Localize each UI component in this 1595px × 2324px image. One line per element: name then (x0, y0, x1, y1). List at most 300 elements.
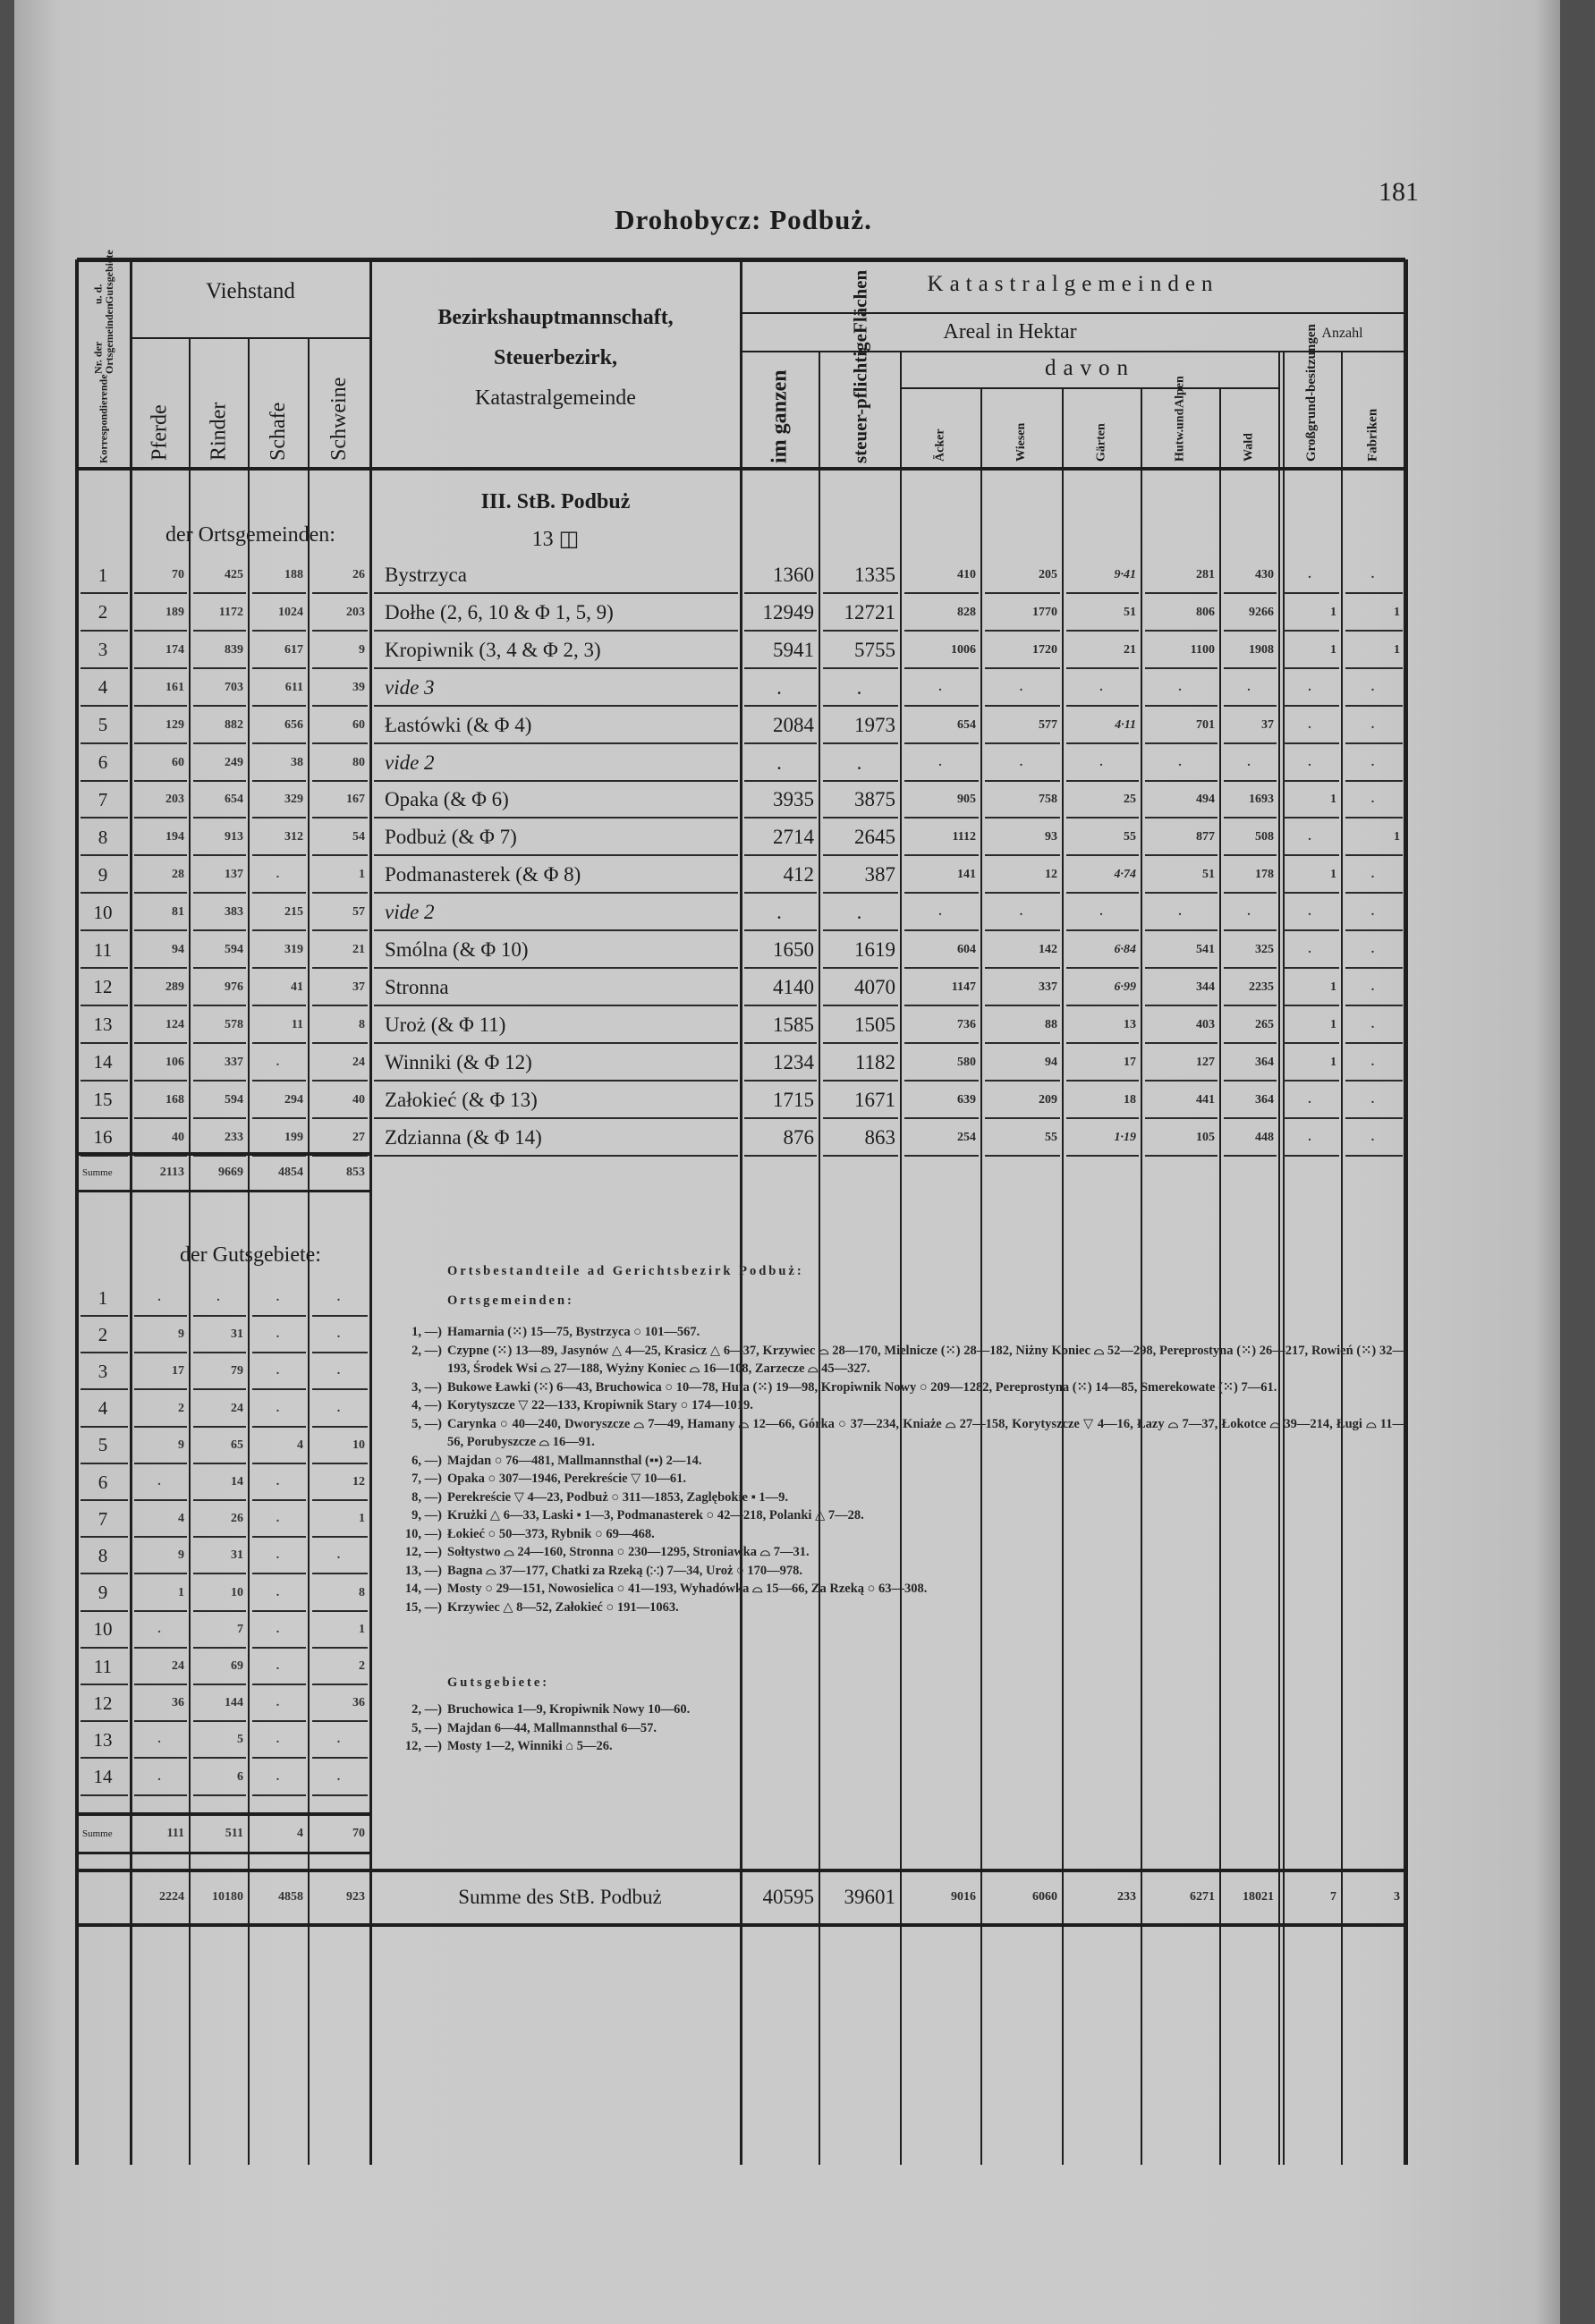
footnote-entry (390, 1323, 1405, 1342)
gutsgebiet-row-cell: 1 (312, 1502, 368, 1538)
anzahl-header: Anzahl (1321, 326, 1363, 341)
footnote-number: 2, —) (411, 1702, 442, 1717)
ortsgemeinde-row-cell: . (1283, 820, 1339, 856)
ortsgemeinde-row-cell: 448 (1224, 1121, 1277, 1157)
horizontal-rule (131, 337, 370, 339)
ortsgemeinde-row-cell: 387 (823, 858, 898, 894)
ortsgemeinde-row-cell: 9 (312, 633, 368, 669)
ortsgemeinde-row-cell: 70 (134, 558, 187, 594)
im-ganzen-header (741, 356, 819, 463)
ortsgemeinde-row-cell: . (1345, 971, 1403, 1006)
total-row-cell: 3 (1394, 1890, 1400, 1904)
ortsgemeinde-row-cell: 364 (1224, 1046, 1277, 1081)
header-davon-col (1141, 376, 1220, 462)
gutsgebiet-row-cell: . (134, 1465, 187, 1501)
header-label-line: u. d. Gutsgebiete (91, 250, 115, 304)
footnote-entry (390, 1562, 1405, 1581)
gutsgebiete-sum-cell: 511 (225, 1827, 243, 1840)
ortsgemeinde-row-cell: 2235 (1224, 971, 1277, 1006)
gutsgebiet-row-cell: 9 (81, 1576, 128, 1612)
header-label-line: Alpen (1173, 376, 1187, 409)
ortsgemeinde-row-cell: . (744, 895, 817, 931)
gutsgebiet-row-cell: 1 (312, 1613, 368, 1649)
gutsgebiet-row-cell: . (252, 1723, 306, 1759)
header-label-line: Großgrund- (1304, 391, 1319, 462)
header-davon-col (901, 394, 981, 462)
header-label-line: Hutw. (1173, 428, 1187, 462)
gutsgebiet-row-cell: 3 (81, 1354, 128, 1390)
ortsgemeinde-row-cell: . (252, 1046, 306, 1081)
ortsgemeinde-row-cell: . (1345, 1083, 1403, 1119)
gutsgebiet-row-cell: . (252, 1465, 306, 1501)
name-column-header-line: Steuerbezirk, (494, 346, 617, 369)
footnote-entry (390, 1415, 1405, 1452)
gutsgebiet-row-cell: 8 (312, 1576, 368, 1612)
gutsgebiet-row-cell: 31 (193, 1318, 246, 1353)
ortsgemeinde-row-cell: 430 (1224, 558, 1277, 594)
ortsgemeinde-row-cell: 611 (252, 671, 306, 707)
gutsgebiet-row-cell: 5 (81, 1429, 128, 1464)
footnote-entry (390, 1470, 1405, 1489)
footnote-entry (390, 1580, 1405, 1599)
ortsgemeinde-row-cell: 24 (312, 1046, 368, 1081)
footnote-number: 13, —) (404, 1563, 442, 1578)
footnote-number: 14, —) (404, 1582, 442, 1596)
ortsgemeinde-row-cell: 6·99 (1066, 971, 1139, 1006)
footnote-text: Korytyszcze ▽ 22—133, Kropiwnik Stary ○ 174—1019. (447, 1398, 753, 1412)
ortsgemeinde-row-cell: 9266 (1224, 596, 1277, 632)
ortsgemeinde-row-cell: 93 (985, 820, 1060, 856)
ortsgemeinde-row-cell: 577 (985, 708, 1060, 744)
header-label-line: Schweine (327, 377, 351, 461)
ortsgemeinden-sum-cell: 2113 (159, 1166, 184, 1179)
horizontal-rule (741, 312, 1405, 314)
ortsgemeinde-row-cell: Dołhe (2, 6, 10 & Φ 1, 5, 9) (374, 596, 738, 632)
header-label-line: Rinder (207, 402, 231, 461)
gutsgebiet-row-cell: 14 (193, 1465, 246, 1501)
gutsgebiet-row-cell: 24 (134, 1650, 187, 1685)
ortsgemeinde-row-cell: . (904, 671, 979, 707)
ortsgemeinde-row-cell: 12721 (823, 596, 898, 632)
ortsgemeinde-row-cell: 1·19 (1066, 1121, 1139, 1157)
ortsgemeinde-row-cell: Stronna (374, 971, 738, 1006)
ortsgemeinde-row-cell: . (1345, 671, 1403, 707)
ortsgemeinde-row-cell: . (744, 671, 817, 707)
gutsgebiet-row-cell: . (252, 1650, 306, 1685)
ortsgemeinde-row-cell: 5 (81, 708, 128, 744)
ortsgemeinde-row-cell: 578 (193, 1008, 246, 1044)
column-divider (75, 259, 79, 2165)
ortsgemeinde-row-cell: . (985, 746, 1060, 782)
stb-title: III. StB. Podbuż (480, 490, 631, 513)
footnote-text: Perekreście ▽ 4—23, Podbuż ○ 311—1853, Zaglębokie ▪ 1—9. (447, 1489, 788, 1505)
name-column-header-line: Bezirkshauptmannschaft, (437, 306, 674, 329)
ortsgemeinde-row-cell: 27 (312, 1121, 368, 1157)
ortsgemeinde-row-cell: 215 (252, 895, 306, 931)
ortsgemeinde-row-cell: 2645 (823, 820, 898, 856)
ortsgemeinde-row-cell: 1182 (823, 1046, 898, 1081)
ortsgemeinde-row-cell: 6·84 (1066, 933, 1139, 969)
footnote-entry (390, 1506, 1405, 1525)
ortsgemeinde-row-cell: 81 (134, 895, 187, 931)
ortsgemeinde-row-cell: 88 (985, 1008, 1060, 1044)
ortsgemeinde-row-cell: 364 (1224, 1083, 1277, 1119)
ortsgemeinde-row-cell: . (1345, 708, 1403, 744)
gutsgebiet-row-cell: 7 (81, 1502, 128, 1538)
ortsgemeinde-row-cell: 8 (312, 1008, 368, 1044)
gutsgebiete-sum-cell: 4 (297, 1827, 303, 1840)
ortsgemeinde-row-cell: 4 (81, 671, 128, 707)
ortsgemeinde-row-cell: 2714 (744, 820, 817, 856)
ortsgemeinde-row-cell: 1720 (985, 633, 1060, 669)
footnote-text: Hamarnia (⁙) 15—75, Bystrzyca ○ 101—567. (447, 1325, 700, 1339)
ortsgemeinde-row-cell: 425 (193, 558, 246, 594)
gutsgebiet-row-cell: 26 (193, 1502, 246, 1538)
footnote-number: 4, —) (411, 1398, 442, 1412)
ortsgemeinde-row-cell: 254 (904, 1121, 979, 1157)
footnote-gutsgebiete-heading: Gutsgebiete: (447, 1675, 550, 1690)
ortsgemeinde-row-cell: 329 (252, 783, 306, 818)
gutsgebiet-row-cell: . (252, 1392, 306, 1428)
column-divider (1341, 352, 1343, 2165)
gutsgebiet-row-cell: 24 (193, 1392, 246, 1428)
gutsgebiete-sum-cell: 111 (166, 1827, 184, 1840)
ortsgemeinde-row-cell: 617 (252, 633, 306, 669)
gutsgebiet-row-cell: 79 (193, 1354, 246, 1390)
footnote-text: Carynka ○ 40—240, Dworyszcze ⌓ 7—49, Hamany ⌓ 12—66, Górka ○ 37—234, Kniaże ⌓ 27—158, Korytyszcze ▽ 4—16, Łazy ⌓ 7—37, Łokotce ⌓ 39—214, Ługi ⌓ 11—56, Porubyszcze ⌓ 16—91. (447, 1416, 1405, 1449)
ortsgemeinde-row-cell: 8 (81, 820, 128, 856)
ortsgemeinde-row-cell: 142 (985, 933, 1060, 969)
ortsgemeinde-row-cell: 41 (252, 971, 306, 1006)
total-row-cell: 4858 (278, 1890, 303, 1904)
gutsgebiet-row-cell: 7 (193, 1613, 246, 1649)
ortsgemeinde-row-cell: 9 (81, 858, 128, 894)
footnote-text: Mosty ○ 29—151, Nowosielica ○ 41—193, Wyhadówka ⌓ 15—66, Za Rzeką ○ 63—308. (447, 1582, 928, 1596)
horizontal-rule (77, 1190, 370, 1192)
ortsgemeinde-row-cell: 15 (81, 1083, 128, 1119)
total-row-cell: 9016 (951, 1890, 976, 1904)
gutsgebiet-row-cell: . (252, 1354, 306, 1390)
ortsgemeinde-row-cell: 410 (904, 558, 979, 594)
ortsgemeinde-row-cell: 541 (1145, 933, 1217, 969)
footnote-number: 5, —) (411, 1720, 442, 1735)
ortsgemeinde-row-cell: 976 (193, 971, 246, 1006)
ortsgemeinde-row-cell: 1234 (744, 1046, 817, 1081)
page-title: Drohobycz: Podbuż. (615, 204, 872, 235)
gutsgebiet-row-cell: . (252, 1613, 306, 1649)
header-label-line: steuer- (849, 408, 871, 463)
footnote-entry (390, 1452, 1405, 1471)
ortsgemeinde-row-cell: 412 (744, 858, 817, 894)
ortsgemeinde-row-cell: 189 (134, 596, 187, 632)
ortsgemeinde-row-cell: 594 (193, 933, 246, 969)
ortsgemeinde-row-cell: 319 (252, 933, 306, 969)
gutsgebiet-row-cell: 8 (81, 1539, 128, 1574)
ortsgemeinde-row-cell: 403 (1145, 1008, 1217, 1044)
gutsgebiet-row-cell: . (252, 1502, 306, 1538)
footnote-number: 1, —) (411, 1325, 442, 1339)
gutsgebiet-row-cell: 69 (193, 1650, 246, 1685)
ortsgemeinde-row-cell: 736 (904, 1008, 979, 1044)
ortsgemeinde-row-cell: 40 (312, 1083, 368, 1119)
ortsgemeinde-row-cell: 1585 (744, 1008, 817, 1044)
ortsgemeinde-row-cell: 209 (985, 1083, 1060, 1119)
ortsgemeinde-row-cell: . (1224, 671, 1277, 707)
footnote-gutsgebiete-list (390, 1701, 1405, 1756)
gutsgebiet-row-cell: 12 (81, 1686, 128, 1722)
ortsgemeinde-row-cell: . (823, 671, 898, 707)
footnote-text: Krużki △ 6—33, Laski ▪ 1—3, Podmanasterek ○ 42—218, Polanki △ 7—28. (447, 1508, 864, 1522)
ortsgemeinde-row-cell: . (985, 671, 1060, 707)
ortsgemeinde-row-cell: 1973 (823, 708, 898, 744)
ortsgemeinde-row-cell: 51 (1145, 858, 1217, 894)
header-anzahl-col (1342, 356, 1405, 462)
gutsgebiet-row-cell: 2 (134, 1392, 187, 1428)
gutsgebiet-row-cell: . (312, 1723, 368, 1759)
gutsgebiet-row-cell: 14 (81, 1760, 128, 1796)
ortsgemeinde-row-cell: 4070 (823, 971, 898, 1006)
footnote-text: Krzywiec △ 8—52, Załokieć ○ 191—1063. (447, 1599, 679, 1615)
footnote-number: 2, —) (411, 1343, 442, 1358)
ortsgemeinde-row-cell: 55 (1066, 820, 1139, 856)
ortsgemeinde-row-cell: . (1345, 895, 1403, 931)
header-label-line: Wiesen (1014, 422, 1029, 462)
ortsgemeinde-row-cell: . (1283, 558, 1339, 594)
gutsgebiet-row-cell: . (252, 1281, 306, 1317)
ortsgemeinde-row-cell: 21 (312, 933, 368, 969)
ortsgemeinde-row-cell: 167 (312, 783, 368, 818)
gutsgebiet-row-cell: . (312, 1539, 368, 1574)
ortsgemeinde-row-cell: . (1345, 783, 1403, 818)
gutsgebiet-row-cell: 2 (81, 1318, 128, 1353)
ortsgemeinde-row-cell: 656 (252, 708, 306, 744)
ortsgemeinde-row-cell: . (1345, 933, 1403, 969)
gutsgebiete-label: der Gutsgebiete: (180, 1243, 321, 1267)
gutsgebiet-row-cell: . (312, 1392, 368, 1428)
gutsgebiet-row-cell: 144 (193, 1686, 246, 1722)
gutsgebiet-row-cell: . (193, 1281, 246, 1317)
ortsgemeinde-row-cell: 1100 (1145, 633, 1217, 669)
column-divider (819, 352, 820, 2165)
ortsgemeinde-row-cell: 1671 (823, 1083, 898, 1119)
ortsgemeinde-row-cell: 11 (81, 933, 128, 969)
ortsgemeinde-row-cell: 4140 (744, 971, 817, 1006)
ortsgemeinde-row-cell: 580 (904, 1046, 979, 1081)
ortsgemeinde-row-cell: 9·41 (1066, 558, 1139, 594)
ortsgemeinde-row-cell: 508 (1224, 820, 1277, 856)
ortsgemeinde-row-cell: 141 (904, 858, 979, 894)
gutsgebiet-row-cell: . (312, 1354, 368, 1390)
ortsgemeinden-sum-cell: Summe (82, 1167, 113, 1178)
gutsgebiet-row-cell: 11 (81, 1650, 128, 1685)
scanned-page (14, 0, 1560, 2324)
ortsgemeinde-row-cell: 654 (904, 708, 979, 744)
ortsgemeinde-row-cell: 1 (1283, 596, 1339, 632)
ortsgemeinde-row-cell: 2 (81, 596, 128, 632)
header-label-line: und (1173, 408, 1187, 429)
gutsgebiet-row-cell: 1 (81, 1281, 128, 1317)
total-row-cell: 2224 (159, 1890, 184, 1904)
ortsgemeinde-row-cell: 1 (1283, 858, 1339, 894)
ortsgemeinde-row-cell: 1172 (193, 596, 246, 632)
ortsgemeinde-row-cell: 905 (904, 783, 979, 818)
ortsgemeinde-row-cell: . (1283, 1121, 1339, 1157)
header-pferde (131, 345, 190, 461)
ortsgemeinde-row-cell: 654 (193, 783, 246, 818)
ortsgemeinde-row-cell: 14 (81, 1046, 128, 1081)
ortsgemeinde-row-cell: 11 (252, 1008, 306, 1044)
gutsgebiet-row-cell: 31 (193, 1539, 246, 1574)
ortsgemeinde-row-cell: 3935 (744, 783, 817, 818)
footnote-number: 5, —) (411, 1416, 442, 1431)
header-label-line: besitzungen (1304, 324, 1319, 392)
ortsgemeinde-row-cell: Podbuż (& Φ 7) (374, 820, 738, 856)
ortsgemeinde-row-cell: 5941 (744, 633, 817, 669)
footnote-number: 3, —) (411, 1379, 442, 1395)
ortsgemeinde-row-cell: 161 (134, 671, 187, 707)
ortsgemeinde-row-cell: 312 (252, 820, 306, 856)
ortsgemeinde-row-cell: 57 (312, 895, 368, 931)
total-row-cell: 7 (1330, 1890, 1336, 1904)
footnote-number: 9, —) (411, 1508, 442, 1522)
gutsgebiet-row-cell: . (252, 1539, 306, 1574)
ortsgemeinde-row-cell: . (1066, 671, 1139, 707)
ortsgemeinde-row-cell: 124 (134, 1008, 187, 1044)
ortsgemeinde-row-cell: 1619 (823, 933, 898, 969)
gutsgebiet-row-cell: 1 (134, 1576, 187, 1612)
gutsgebiet-row-cell: . (312, 1318, 368, 1353)
gutsgebiet-row-cell: . (134, 1281, 187, 1317)
ortsgemeinde-row-cell: 594 (193, 1083, 246, 1119)
ortsgemeinde-row-cell: Załokieć (& Φ 13) (374, 1083, 738, 1119)
ortsgemeinde-row-cell: . (1066, 746, 1139, 782)
ortsgemeinde-row-cell: 265 (1224, 1008, 1277, 1044)
gutsgebiet-row-cell: 9 (134, 1318, 187, 1353)
ortsgemeinde-row-cell: 294 (252, 1083, 306, 1119)
ortsgemeinde-row-cell: 876 (744, 1121, 817, 1157)
ortsgemeinde-row-cell: . (823, 895, 898, 931)
ortsgemeinde-row-cell: 344 (1145, 971, 1217, 1006)
footnote-entry (390, 1719, 1405, 1738)
ortsgemeinden-label: der Ortsgemeinden: (165, 523, 335, 547)
ortsgemeinde-row-cell: 1360 (744, 558, 817, 594)
gutsgebiet-row-cell: . (312, 1760, 368, 1796)
ortsgemeinde-row-cell: 249 (193, 746, 246, 782)
ortsgemeinde-row-cell: 203 (312, 596, 368, 632)
total-row-cell: 6271 (1190, 1890, 1215, 1904)
ortsgemeinden-sum-cell: 4854 (278, 1166, 303, 1179)
footnote-entry (390, 1342, 1405, 1378)
footnote-number: 15, —) (404, 1599, 442, 1615)
ortsgemeinde-row-cell: Łastówki (& Φ 4) (374, 708, 738, 744)
ortsgemeinde-row-cell: 639 (904, 1083, 979, 1119)
total-row-cell: 40595 (762, 1886, 814, 1908)
ortsgemeinde-row-cell: 94 (985, 1046, 1060, 1081)
ortsgemeinde-row-cell: 13 (81, 1008, 128, 1044)
horizontal-rule (77, 1869, 1405, 1872)
ortsgemeinde-row-cell: 129 (134, 708, 187, 744)
ortsgemeinde-row-cell: . (1145, 746, 1217, 782)
ortsgemeinde-row-cell: 281 (1145, 558, 1217, 594)
horizontal-rule (77, 1923, 1405, 1927)
ortsgemeinde-row-cell: . (744, 746, 817, 782)
ortsgemeinde-row-cell: 1024 (252, 596, 306, 632)
ortsgemeinde-row-cell: 16 (81, 1121, 128, 1157)
ortsgemeinde-row-cell: . (1283, 708, 1339, 744)
ortsgemeinde-row-cell: 337 (985, 971, 1060, 1006)
ortsgemeinde-row-cell: 1 (1345, 633, 1403, 669)
header-schafe (249, 345, 309, 461)
ortsgemeinde-row-cell: 105 (1145, 1121, 1217, 1157)
total-row-cell: 18021 (1243, 1890, 1274, 1904)
ortsgemeinde-row-cell: . (1283, 671, 1339, 707)
ortsgemeinde-row-cell: 1112 (904, 820, 979, 856)
ortsgemeinden-sum-cell: 853 (346, 1166, 365, 1179)
ortsgemeinde-row-cell: 1 (1283, 633, 1339, 669)
ortsgemeinde-row-cell: 55 (985, 1121, 1060, 1157)
ortsgemeinde-row-cell: 1908 (1224, 633, 1277, 669)
steuer-header (819, 269, 901, 463)
header-label-line: Äcker (933, 428, 947, 462)
ortsgemeinde-row-cell: . (252, 858, 306, 894)
ortsgemeinde-row-cell: Podmanasterek (& Φ 8) (374, 858, 738, 894)
header-label-line: Nr. der Ortsgemeinden (91, 303, 115, 375)
ortsgemeinde-row-cell: 10 (81, 895, 128, 931)
ortsgemeinde-row-cell: 3875 (823, 783, 898, 818)
footnote-number: 8, —) (411, 1489, 442, 1505)
header-label-line: Korrespondierende (97, 374, 110, 463)
ortsgemeinde-row-cell: . (1224, 746, 1277, 782)
ortsgemeinde-row-cell: . (1345, 1046, 1403, 1081)
ortsgemeinde-row-cell: 913 (193, 820, 246, 856)
ortsgemeinde-row-cell: 25 (1066, 783, 1139, 818)
ortsgemeinde-row-cell: 51 (1066, 596, 1139, 632)
ortsgemeinde-row-cell: 1 (81, 558, 128, 594)
horizontal-rule (77, 1852, 370, 1854)
ortsgemeinde-row-cell: 2084 (744, 708, 817, 744)
ortsgemeinde-row-cell: . (1224, 895, 1277, 931)
header-label-line: pflichtige (849, 333, 871, 409)
total-row-cell: Summe des StB. Podbuż (458, 1886, 662, 1908)
ortsgemeinde-row-cell: Smólna (& Φ 10) (374, 933, 738, 969)
footnote-entry (390, 1489, 1405, 1507)
ortsgemeinde-row-cell: 188 (252, 558, 306, 594)
footnote-text: Mosty 1—2, Winniki ⌂ 5—26. (447, 1739, 613, 1753)
ortsgemeinde-row-cell: . (1345, 746, 1403, 782)
ortsgemeinde-row-cell: 1006 (904, 633, 979, 669)
gutsgebiet-row-cell: . (134, 1723, 187, 1759)
ortsgemeinde-row-cell: 289 (134, 971, 187, 1006)
ortsgemeinde-row-cell: 1 (1345, 596, 1403, 632)
ortsgemeinde-row-cell: . (1345, 858, 1403, 894)
ortsgemeinde-row-cell: 233 (193, 1121, 246, 1157)
gutsgebiet-row-cell: 10 (312, 1429, 368, 1464)
ortsgemeinde-row-cell: 39 (312, 671, 368, 707)
footnote-entry (390, 1543, 1405, 1562)
ortsgemeinde-row-cell: vide 2 (374, 895, 738, 931)
ortsgemeinde-row-cell: 1335 (823, 558, 898, 594)
ortsgemeinde-row-cell: 168 (134, 1083, 187, 1119)
ortsgemeinde-row-cell: 13 (1066, 1008, 1139, 1044)
ortsgemeinde-row-cell: . (904, 895, 979, 931)
header-label-line: im ganzen (768, 369, 792, 463)
ortsgemeinde-row-cell: 882 (193, 708, 246, 744)
column-divider (1404, 259, 1408, 2165)
ortsgemeinde-row-cell: 4·74 (1066, 858, 1139, 894)
total-row-cell: 39601 (844, 1886, 895, 1908)
footnote-entry (390, 1599, 1405, 1617)
total-row-cell: 233 (1117, 1890, 1136, 1904)
